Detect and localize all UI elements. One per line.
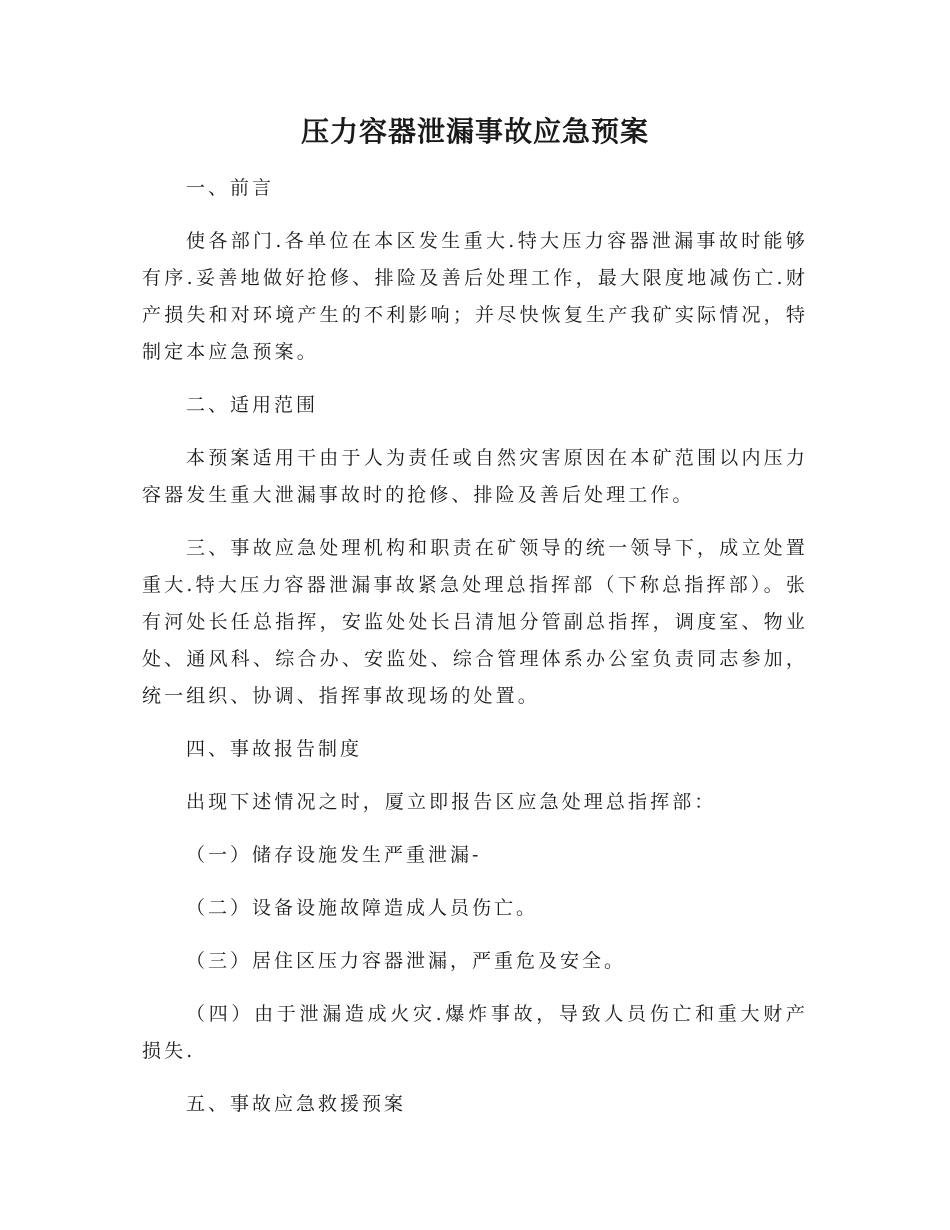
section-heading-scope: 二、适用范围 [186, 394, 319, 416]
section-heading-preface: 一、前言 [186, 177, 275, 199]
paragraph-organization: 三、事故应急处理机构和职责在矿领导的统一领导下，成立处置重大.特大压力容器泄漏事故紧急处理总指挥部（下称总指挥部）。张有河处长任总指挥，安监处处长吕清旭分管副总指挥，调度室、物业处、通风科、综合办、安监处、综合管理体系办公室负责同志参加，统一组织、协调、指挥事故现场的处置。 [142, 537, 808, 707]
document-page [142, 112, 808, 1139]
paragraph-reporting-intro: 出现下述情况之时，厦立即报告区应急处理总指挥部： [186, 791, 717, 813]
list-item-3: （三）居住区压力容器泄漏，严重危及安全。 [186, 950, 627, 972]
list-item-4: （四）由于泄漏造成火灾.爆炸事故，导致人员伤亡和重大财产损失. [142, 1003, 808, 1062]
paragraph-preface-body: 使各部门.各单位在本区发生重大.特大压力容器泄漏事故时能够有序.妥善地做好抢修、排险及善后处理工作，最大限度地减伤亡.财产损失和对环境产生的不利影响；并尽快恢复生产我矿实际情况，特制定本应急预案。 [142, 230, 808, 363]
paragraph-scope-body: 本预案适用干由于人为责任或自然灾害原因在本矿范围以内压力容器发生重大泄漏事故时的抢修、排险及善后处理工作。 [142, 447, 808, 506]
document-title: 压力容器泄漏事故应急预案 [300, 115, 649, 148]
list-item-2: （二）设备设施故障造成人员伤亡。 [186, 897, 539, 919]
list-item-1: （一）储存设施发生严重泄漏- [186, 844, 482, 866]
section-heading-rescue: 五、事故应急救援预案 [186, 1093, 407, 1115]
section-heading-reporting: 四、事故报告制度 [186, 738, 363, 760]
